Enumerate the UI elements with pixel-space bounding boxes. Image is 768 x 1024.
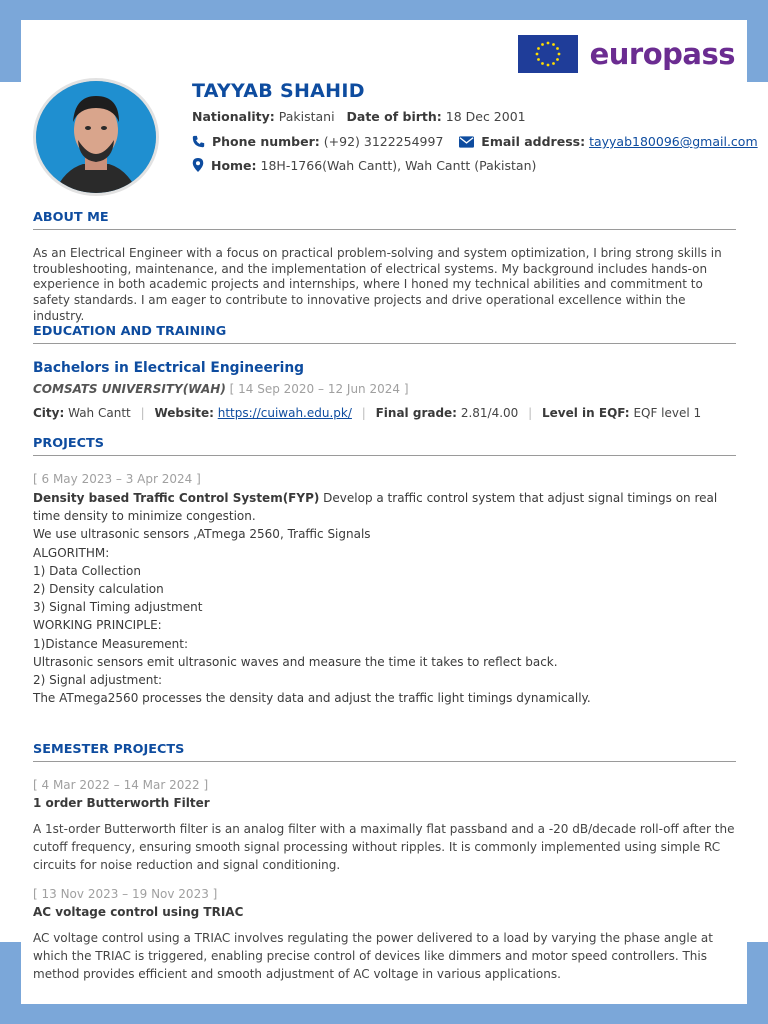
cv-page [21,20,758,1004]
project-summary [33,489,736,525]
website-label: Website: [154,406,214,420]
phone-value: (+92) 3122254997 [323,134,444,149]
semester-item-dates: [ 4 Mar 2022 – 14 Mar 2022 ] [33,778,209,792]
education-org-line [33,382,409,396]
degree-title: Bachelors in Electrical Engineering [33,360,305,376]
eu-flag-icon [518,35,578,73]
nationality-label: Nationality: [192,109,275,124]
section-title-about: ABOUT ME [33,210,736,230]
section-title-projects: PROJECTS [33,436,736,456]
section-title-semester-projects: SEMESTER PROJECTS [33,742,736,762]
section-title-education: EDUCATION AND TRAINING [33,324,736,344]
separator: | [528,406,533,420]
project-line: We use ultrasonic sensors ,ATmega 2560, Traffic Signals [33,527,371,542]
project-description [33,489,736,707]
phone-icon [192,135,205,151]
project-dates: [ 6 May 2023 – 3 Apr 2024 ] [33,472,201,486]
nationality-value: Pakistani [278,109,335,124]
project-line: WORKING PRINCIPLE: [33,618,162,633]
separator: | [140,406,145,420]
email-label: Email address: [481,134,586,149]
dob-label: Date of birth: [346,109,442,124]
project-line: The ATmega2560 processes the density data and adjust the traffic light timings dynamically. [33,691,591,706]
profile-photo [33,78,159,196]
dob-value: 18 Dec 2001 [445,109,526,124]
semester-item-text: A 1st-order Butterworth filter is an analog filter with a maximally flat passband and a -20 dB/decade roll-off after the cutoff frequency, ensuring smooth signal processing without ripples. It is commonly implemented using simple RC circuits for noise reduction and signal conditioning. [33,822,735,873]
project-line: 2) Density calculation [33,582,164,597]
separator: | [361,406,366,420]
applicant-name: TAYYAB SHAHID [192,80,365,102]
project-line: 1)Distance Measurement: [33,636,189,651]
project-line: Ultrasonic sensors emit ultrasonic waves and measure the time it takes to reflect back. [33,654,558,669]
contact-info-line [192,134,758,151]
city-value: Wah Cantt [68,406,131,420]
location-pin-icon [192,158,204,175]
project-line: 2) Signal adjustment: [33,673,163,688]
project-line: 1) Data Collection [33,563,141,578]
project-summary-text: Develop a traffic control system that adjust signal timings on real time density to minimize congestion. [33,491,718,524]
project-title: Density based Traffic Control System(FYP) [33,491,320,505]
education-dates: [ 14 Sep 2020 – 12 Jun 2024 ] [229,382,409,396]
personal-info-line [192,109,526,124]
europass-wordmark: europass [589,37,735,71]
semester-item-dates: [ 13 Nov 2023 – 19 Nov 2023 ] [33,887,218,901]
education-meta-line [33,406,701,420]
university-name: COMSATS UNIVERSITY(WAH) [33,382,226,396]
home-info-line [192,158,536,175]
city-label: City: [33,406,65,420]
email-link[interactable]: tayyab180096@gmail.com [589,134,758,149]
semester-item-title: 1 order Butterworth Filter [33,796,210,810]
home-label: Home: [210,158,257,173]
semester-item-text: AC voltage control using a TRIAC involves regulating the power delivered to a load by varying the phase angle at which the TRIAC is triggered, enabling precise control of devices like dimmers and motor speed controllers. This method provides efficient and smooth adjustment of AC voltage in various applications. [33,931,713,982]
email-icon [459,136,474,151]
grade-value: 2.81/4.00 [460,406,519,420]
grade-label: Final grade: [375,406,457,420]
project-line: 3) Signal Timing adjustment [33,600,203,615]
about-text: As an Electrical Engineer with a focus on practical problem-solving and system optimization, I bring strong skills in troubleshooting, maintenance, and the implementation of electrical systems. My background includes hands-on experience in both academic projects and internships, where I honed my technical abilities and commitment to safety standards. I am eager to contribute to innovative projects and drive operational excellence within the industry. [33,246,722,323]
project-line: ALGORITHM: [33,545,110,560]
eqf-value: EQF level 1 [633,406,702,420]
eqf-label: Level in EQF: [542,406,630,420]
home-value: 18H-1766(Wah Cantt), Wah Cantt (Pakistan) [260,158,537,173]
phone-label: Phone number: [211,134,320,149]
website-link[interactable]: https://cuiwah.edu.pk/ [217,406,352,420]
europass-logo [518,35,735,73]
semester-item-title: AC voltage control using TRIAC [33,905,244,919]
